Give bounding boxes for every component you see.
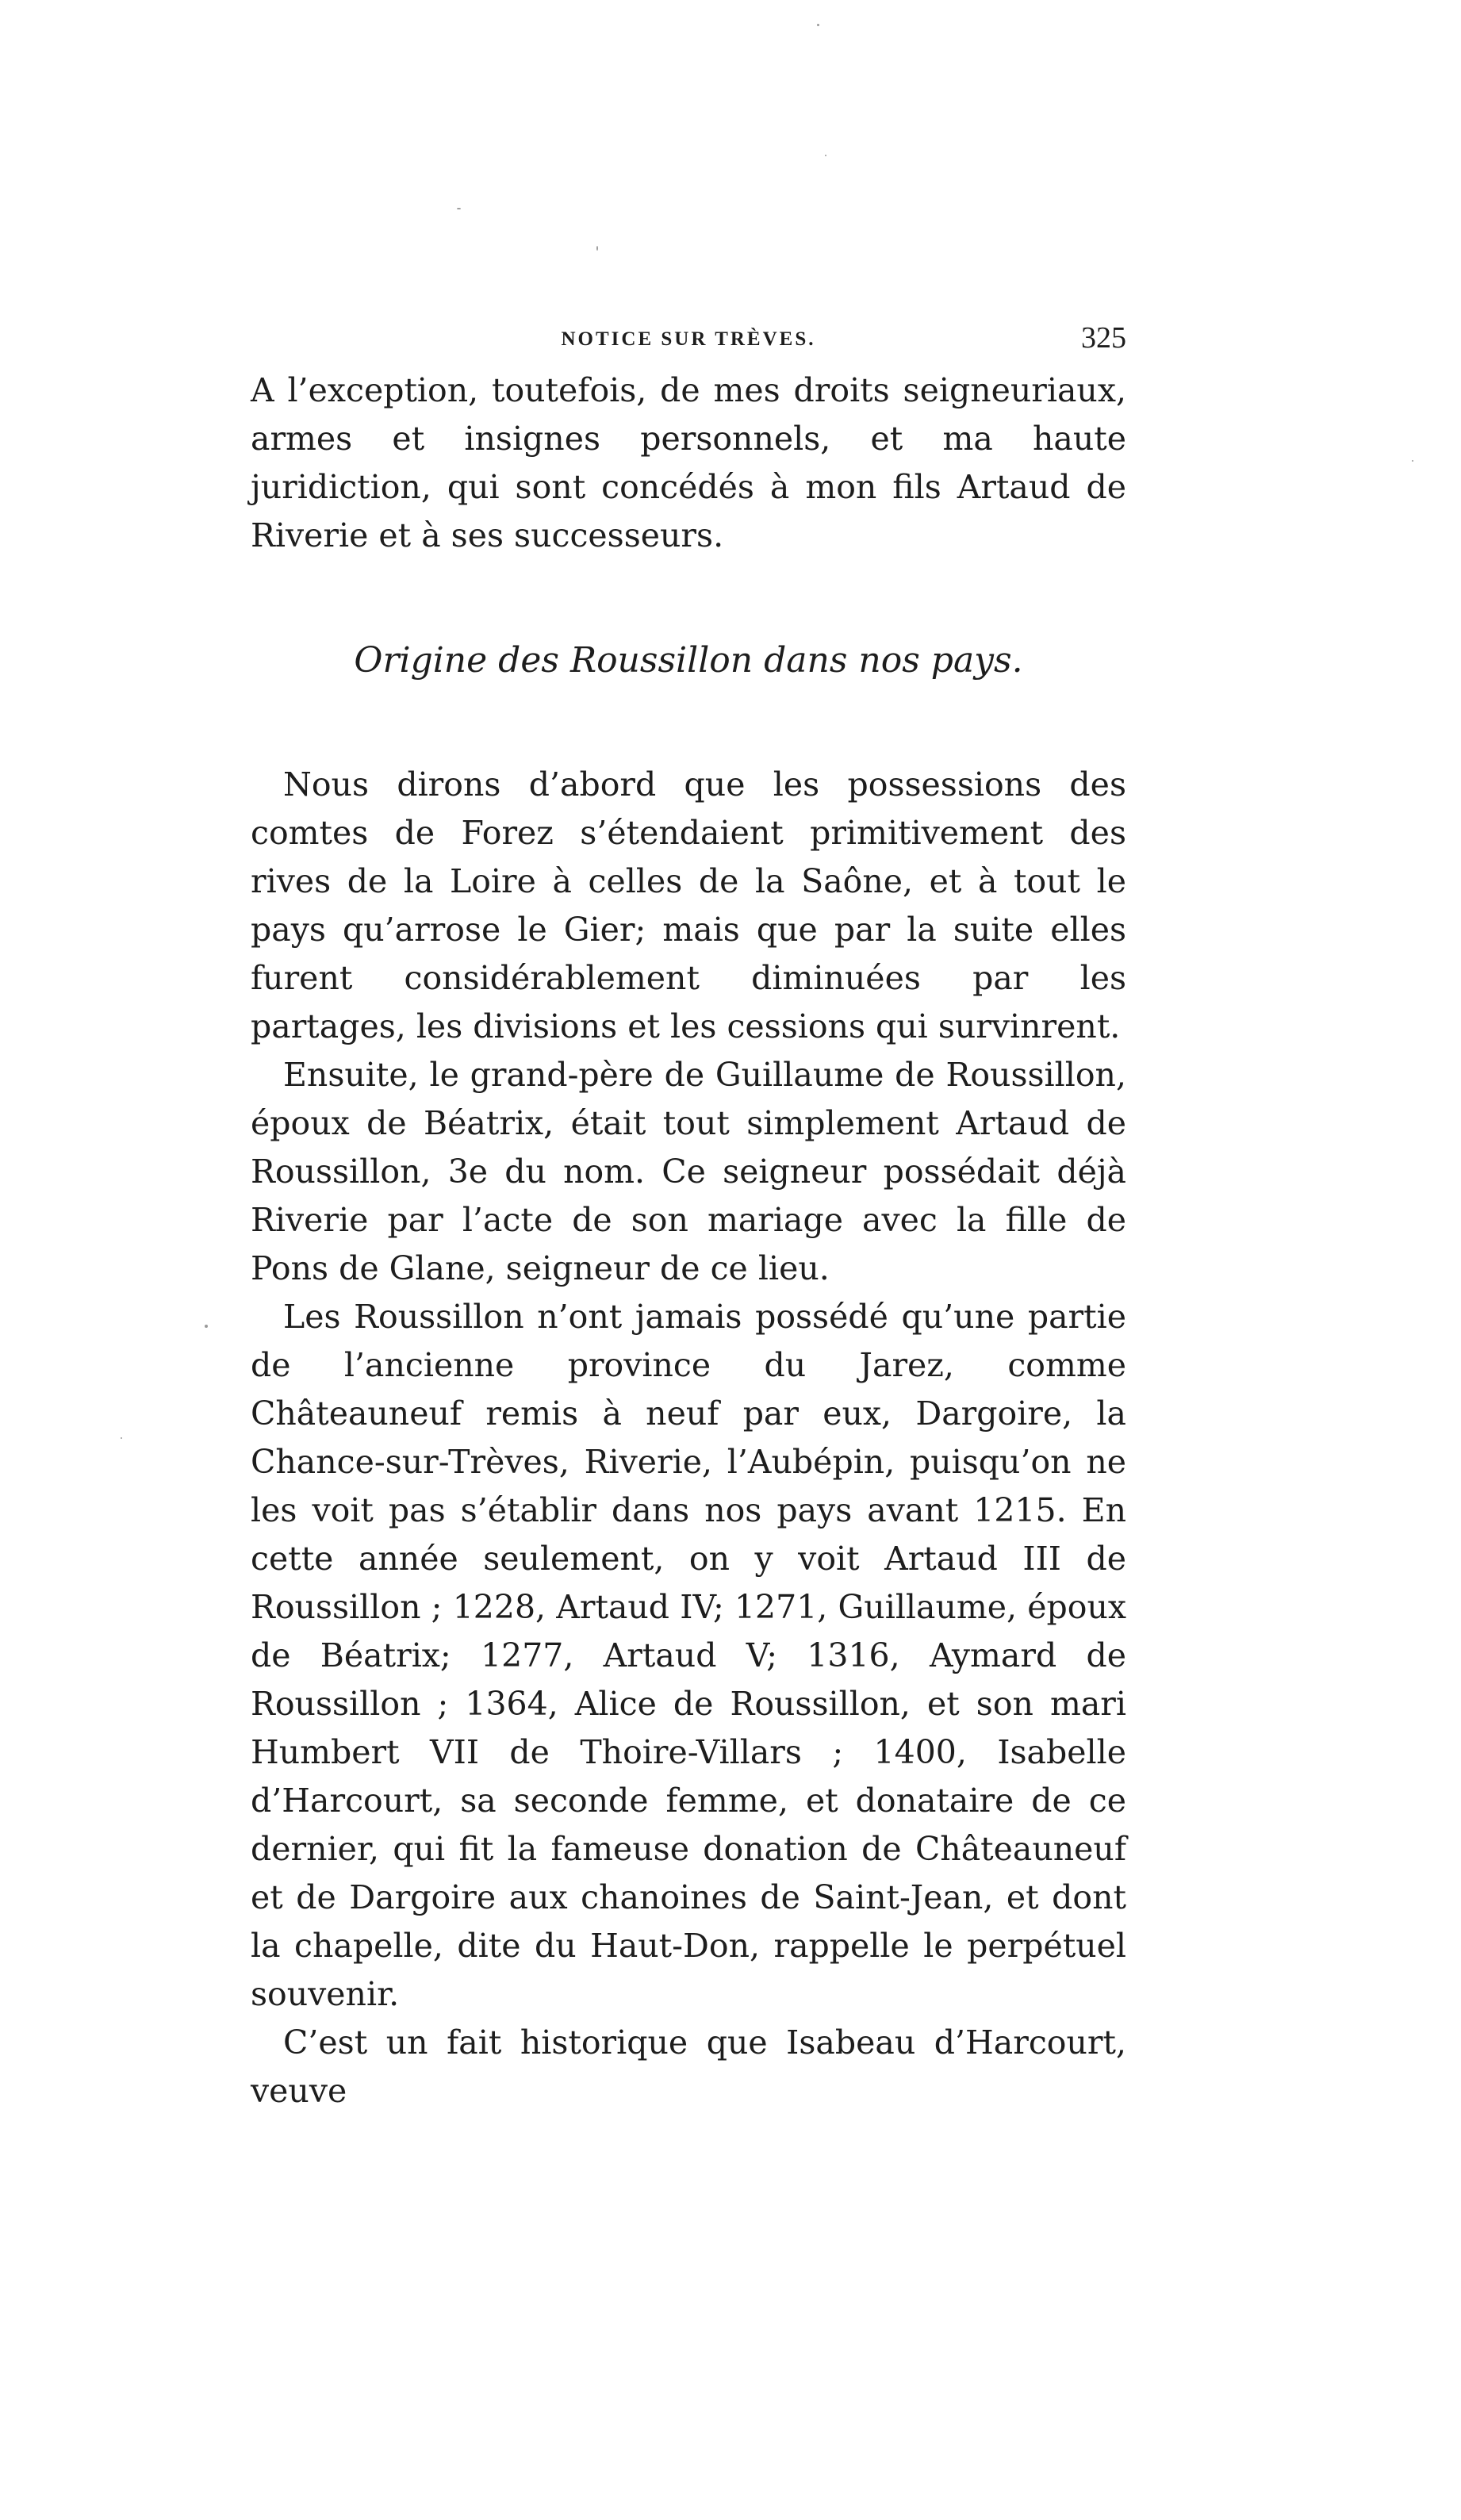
paragraph: C’est un fait historique que Isabeau d’Harcourt, veuve	[251, 2023, 1126, 2110]
paragraph: Nous dirons d’abord que les possessions des comtes de Forez s’étendaient primitivement des rives de la Loire à celles de la Saône, et à tout le pays qu’arrose le Gier; mais que par la suite elles furent considérablement diminuées par les partages, les divisions et les cessions qui survinrent.	[251, 765, 1126, 1045]
paper-speck	[121, 1437, 122, 1439]
paper-speck	[205, 1325, 208, 1328]
paragraph-continuation: A l’exception, toutefois, de mes droits seigneuriaux, armes et insignes personnels, et ma haute juridiction, qui sont concédés à mon fils Artaud de Riverie et à ses successeurs.	[251, 371, 1126, 554]
paper-speck	[817, 24, 819, 26]
running-head	[251, 320, 1126, 368]
page-number: 325	[1081, 321, 1126, 355]
paragraph: Ensuite, le grand-père de Guillaume de Roussillon, époux de Béatrix, était tout simplement Artaud de Roussillon, 3e du nom. Ce seigneur possédait déjà Riverie par l’acte de son mariage avec la fille de Pons de Glane, seigneur de ce lieu.	[251, 1056, 1126, 1287]
paper-speck	[1412, 460, 1413, 462]
running-title: NOTICE SUR TRÈVES.	[561, 328, 816, 350]
paragraph: Les Roussillon n’ont jamais possédé qu’une partie de l’ancienne province du Jarez, comme Châteauneuf remis à neuf par eux, Dargoire, la Chance-sur-Trèves, Riverie, l’Aubépin, puisqu’on ne les voit pas s’établir dans nos pays avant 1215. En cette année seulement, on y voit Artaud III de Roussillon ; 1228, Artaud IV; 1271, Guillaume, époux de Béatrix; 1277, Artaud V; 1316, Aymard de Roussillon ; 1364, Alice de Roussillon, et son mari Humbert VII de Thoire-Villars ; 1400, Isabelle d’Harcourt, sa seconde femme, et donataire de ce dernier, qui fit la fameuse donation de Châteauneuf et de Dargoire aux chanoines de Saint-Jean, et dont la chapelle, dite du Haut-Don, rappelle le perpétuel souvenir.	[251, 1298, 1126, 2013]
paper-speck	[825, 155, 826, 156]
paper-speck	[457, 208, 461, 209]
text-block	[251, 366, 1126, 2115]
paper-speck	[596, 246, 598, 251]
section-heading: Origine des Roussillon dans nos pays.	[354, 640, 1023, 681]
